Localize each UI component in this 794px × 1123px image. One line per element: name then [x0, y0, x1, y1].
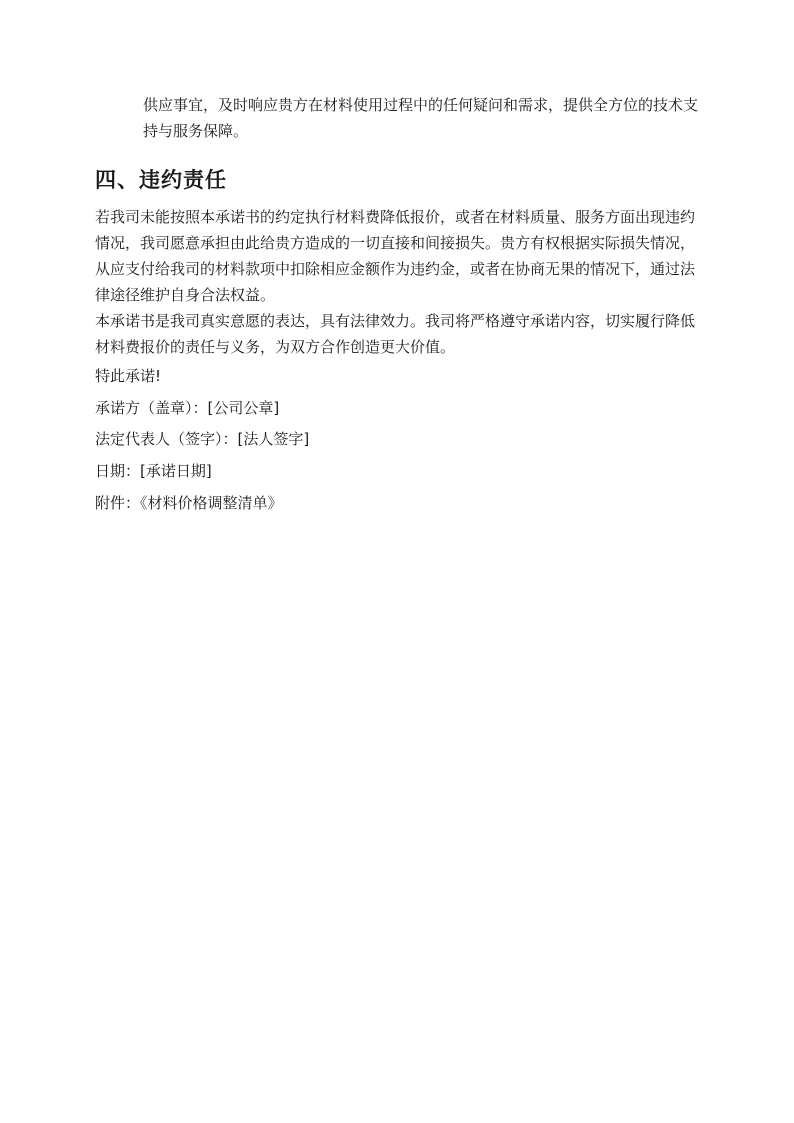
closing-statement: 特此承诺! [95, 367, 162, 385]
legal-effect-paragraph: 本承诺书是我司真实意愿的表达，具有法律效力。我司将严格遵守承诺内容，切实履行降低材料费报价的责任与义务，为双方合作创造更大价值。 [95, 312, 696, 356]
attachment-line: 附件：《材料价格调整清单》 [95, 494, 283, 512]
section-heading-breach-liability: 四、违约责任 [95, 168, 227, 192]
breach-liability-paragraph: 若我司未能按照本承诺书的约定执行材料费降低报价，或者在材料质量、服务方面出现违约情况，我司愿意承担由此给贵方造成的一切直接和间接损失。贵方有权根据实际损失情况，从应支付给我司的材料款项中扣除相应金额作为违约金，或者在协商无果的情况下，通过法律途径维护自身合法权益。 [95, 208, 696, 304]
date-line: 日期：[承诺日期] [95, 462, 212, 480]
promisor-seal-line: 承诺方（盖章）：[公司公章] [95, 399, 280, 417]
legal-representative-signature-line: 法定代表人（签字）：[法人签字] [95, 430, 310, 448]
continuation-paragraph: 供应事宜，及时响应贵方在材料使用过程中的任何疑问和需求，提供全方位的技术支持与服务保障。 [143, 96, 699, 140]
